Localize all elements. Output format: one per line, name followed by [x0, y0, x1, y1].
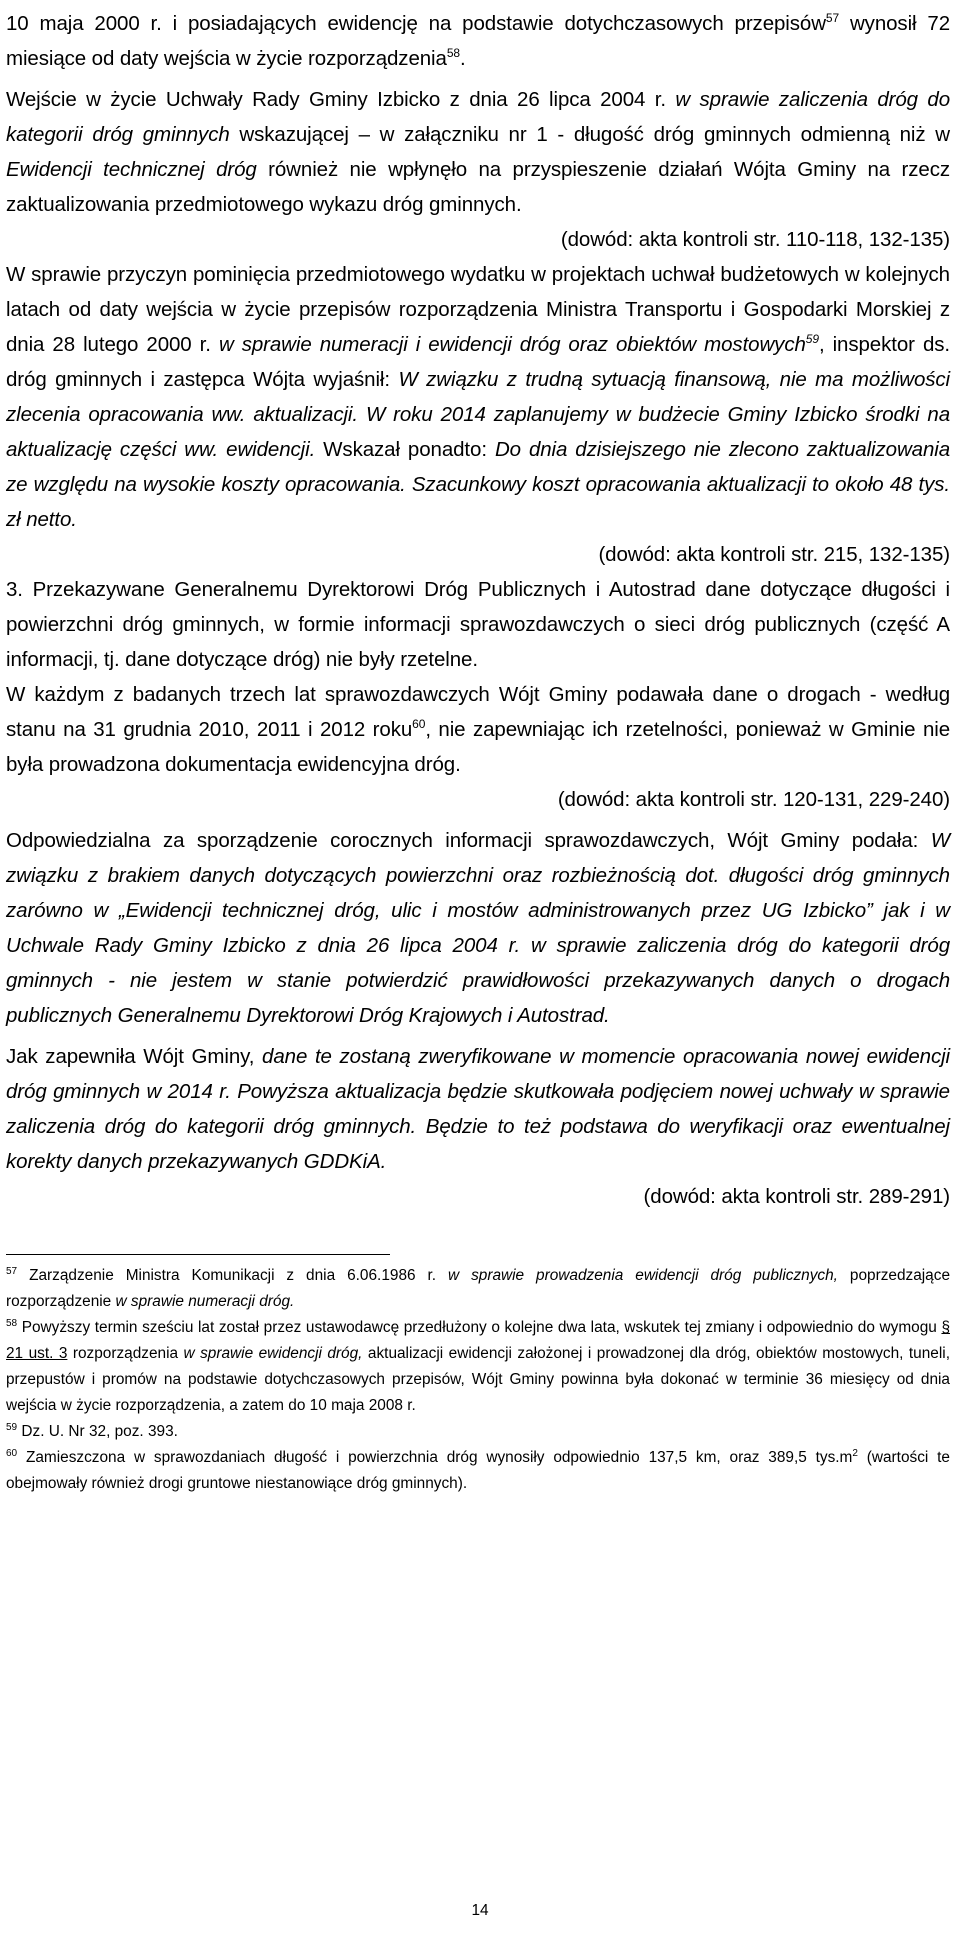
text-run: wynosił 72 miesiące od daty wejścia w życie rozporządzenia: [6, 12, 950, 70]
paragraph: [6, 82, 950, 222]
italic-text: Ewidencji technicznej dróg: [6, 158, 257, 181]
italic-text: w sprawie numeracji dróg.: [115, 1293, 295, 1310]
footnote: [6, 1419, 950, 1445]
evidence-reference: (dowód: akta kontroli str. 120-131, 229-240): [557, 788, 950, 811]
paragraph: [6, 1039, 950, 1179]
text-run: poprzedzające rozporządzenie: [6, 1267, 950, 1310]
italic-text: Do dnia dzisiejszego nie zlecono zaktualizowania ze względu na wysokie koszty opracowania. Szacunkowy koszt opracowania aktualizacji to około 48 tys. zł netto.: [6, 438, 951, 531]
footnote-ref: 58: [446, 46, 460, 61]
italic-text: w sprawie zaliczenia dróg do kategorii dróg gminnych: [6, 88, 950, 146]
text-run: rozporządzenia: [67, 1345, 184, 1362]
footnote-ref: 2: [852, 1447, 858, 1459]
footnote-separator: [6, 1254, 390, 1255]
footnote-ref: 59: [6, 1421, 18, 1433]
italic-text: dane te zostaną zweryfikowane w momencie opracowania nowej ewidencji dróg gminnych w 2014 r. Powyższa aktualizacja będzie skutkowała podjęciem nowej uchwały w sprawie zaliczenia dróg do kategorii dróg gminnych. Będzie to też podstawa do weryfikacji oraz ewentualnej korekty danych przekazywanych GDDKiA.: [6, 1045, 951, 1173]
text-run: 3. Przekazywane Generalnemu Dyrektorowi Dróg Publicznych i Autostrad dane dotyczące długości i powierzchni dróg gminnych, w formie informacji sprawozdawczych o sieci dróg publicznych (część A informacji, tj. dane dotyczące dróg) nie były rzetelne.: [6, 578, 950, 671]
evidence-reference: (dowód: akta kontroli str. 110-118, 132-135): [560, 228, 950, 251]
paragraph: [6, 257, 950, 537]
italic-text: W związku z brakiem danych dotyczących powierzchni oraz rozbieżnością dot. długości dróg gminnych zarówno w „Ewidencji technicznej dróg, ulic i mostów administrowanych przez UG Izbicko” jak i w Uchwale Rady Gminy Izbicko z dnia 26 lipca 2004 r. w sprawie zaliczenia dróg do kategorii dróg gminnych - nie jestem w stanie potwierdzić prawidłowości przekazywanych danych o drogach publicznych Generalnemu Dyrektorowi Dróg Krajowych i Autostrad.: [6, 829, 950, 1027]
italic-text: W związku z trudną sytuacją finansową, nie ma możliwości zlecenia opracowania ww. aktualizacji. W roku 2014 zaplanujemy w budżecie Gminy Izbicko środki na aktualizację części ww. ewidencji.: [6, 368, 951, 461]
text-run: Wskazał ponadto:: [315, 438, 495, 461]
footnote-ref: 57: [6, 1265, 18, 1277]
text-run: , nie zapewniając ich rzetelności, ponieważ w Gminie nie była prowadzona dokumentacja ewidencyjna dróg.: [6, 718, 950, 776]
text-run: Odpowiedzialna za sporządzenie corocznych informacji sprawozdawczych, Wójt Gminy podała:: [6, 829, 931, 852]
text-run: 10 maja 2000 r. i posiadających ewidencję na podstawie dotychczasowych przepisów: [6, 12, 826, 35]
text-run: również nie wpłynęło na przyspieszenie działań Wójta Gminy na rzecz zaktualizowania przedmiotowego wykazu dróg gminnych.: [6, 158, 950, 216]
evidence-reference: (dowód: akta kontroli str. 215, 132-135): [598, 543, 950, 566]
footnote-ref: 60: [6, 1447, 18, 1459]
text-run: Powyższy termin sześciu lat został przez ustawodawcę przedłużony o kolejne dwa lata, wskutek tej zmiany i odpowiednio do wymogu: [17, 1319, 942, 1336]
evidence-reference: (dowód: akta kontroli str. 289-291): [643, 1185, 950, 1208]
footnotes: [6, 1263, 950, 1497]
footnote-ref: 58: [6, 1317, 18, 1329]
text-run: § 21 ust. 3: [6, 1319, 950, 1362]
footnote-ref: 57: [825, 11, 840, 26]
text-run: Wejście w życie Uchwały Rady Gminy Izbicko z dnia 26 lipca 2004 r.: [6, 88, 676, 111]
paragraph: [6, 572, 950, 677]
footnote: [6, 1445, 950, 1497]
footnote-ref: 59: [805, 332, 819, 347]
text-run: .: [459, 47, 466, 70]
text-run: Zamieszczona w sprawozdaniach długość i powierzchnia dróg wynosiły odpowiednio 137,5 km, oraz 389,5 tys.m: [17, 1449, 853, 1466]
text-run: aktualizacji ewidencji założonej i prowadzonej dla dróg, obiektów mostowych, tuneli, przepustów i promów na podstawie dotychczasowych przepisów, Wójt Gminy powinna była dokonać w terminie 36 miesięcy od dnia wejścia w życie rozporządzenia, a zatem do 10 maja 2008 r.: [6, 1345, 950, 1414]
footnote-ref: 60: [412, 717, 426, 732]
page-number: 14: [471, 1902, 489, 1919]
paragraph: [6, 677, 950, 782]
italic-text: w sprawie numeracji i ewidencji dróg oraz obiektów mostowych: [218, 333, 806, 356]
text-run: , inspektor ds. dróg gminnych i zastępca Wójta wyjaśnił:: [6, 333, 950, 391]
text-run: W sprawie przyczyn pominięcia przedmiotowego wydatku w projektach uchwał budżetowych w kolejnych latach od daty wejścia w życie przepisów rozporządzenia Ministra Transportu i Gospodarki Morskiej z dnia 28 lutego 2000 r.: [6, 263, 950, 356]
text-run: (wartości te obejmowały również drogi gruntowe niestanowiące dróg gminnych).: [6, 1449, 950, 1492]
paragraph: [6, 823, 950, 1033]
italic-text: w sprawie prowadzenia ewidencji dróg publicznych,: [448, 1267, 838, 1284]
footnote: [6, 1263, 950, 1315]
paragraph: [6, 6, 950, 76]
italic-text: w sprawie ewidencji dróg,: [183, 1345, 363, 1362]
text-run: Dz. U. Nr 32, poz. 393.: [17, 1423, 178, 1440]
text-run: W każdym z badanych trzech lat sprawozdawczych Wójt Gminy podawała dane o drogach - według stanu na 31 grudnia 2010, 2011 i 2012 roku: [6, 683, 950, 741]
body-text: [6, 6, 950, 1214]
text-run: wskazującej – w załączniku nr 1 - długość dróg gminnych odmienną niż w: [229, 123, 950, 146]
footnote: [6, 1315, 950, 1419]
text-run: Jak zapewniła Wójt Gminy,: [6, 1045, 263, 1068]
text-run: Zarządzenie Ministra Komunikacji z dnia 6.06.1986 r.: [17, 1267, 449, 1284]
